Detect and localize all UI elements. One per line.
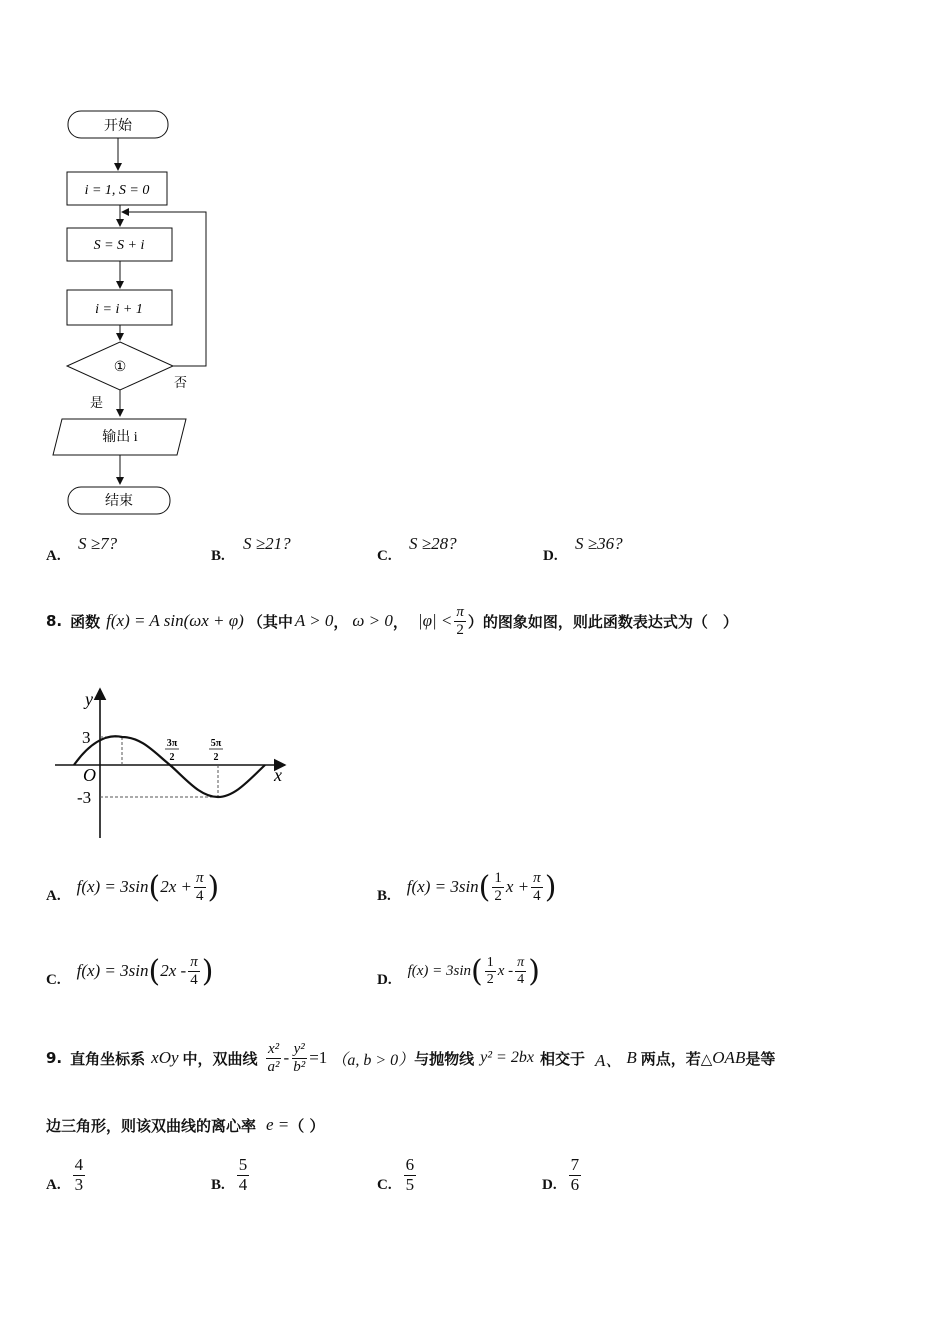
q9-option-d[interactable]: D. $\frac{7}{6}$	[542, 1154, 580, 1194]
flow-init	[67, 172, 167, 205]
svg-text:结束: 结束	[105, 494, 133, 509]
svg-text:S = S + i: S = S + i	[93, 238, 145, 253]
q9-option-a[interactable]: A. $\frac{4}{3}$	[46, 1154, 84, 1194]
svg-text:①: ①	[113, 360, 127, 375]
q9-stem-line2: 边三角形，则该双曲线的离心率 e = （ ）	[46, 1115, 325, 1135]
svg-text:开始: 开始	[104, 119, 132, 134]
y-axis-label: y	[85, 689, 93, 709]
q8-stem: 8. 函数 f(x) = A sin(ωx + φ) （其中 A > 0 ， ω > 0 ， |φ| < $\frac{\pi}{2}$ ）的图象如图，则此函数表达式为（ ）	[46, 604, 738, 638]
flowchart	[40, 100, 240, 525]
tick-5pi-2-den: 2	[213, 752, 219, 763]
q7-options: A. S ≥7? B. S ≥21? C. S ≥28? D. S ≥36?	[46, 534, 623, 564]
svg-text:输出 i: 输出 i	[102, 430, 138, 445]
flow-step-inc	[67, 290, 172, 325]
q8-option-b[interactable]: B. f(x) = 3sin ( $\frac{1}{2}$ x + $\frac{\pi}{4}$ )	[377, 869, 557, 905]
origin-label: O	[83, 765, 96, 785]
flow-output	[53, 419, 186, 455]
q8-option-c[interactable]: C. f(x) = 3sin ( 2x - $\frac{\pi}{4}$ )	[46, 953, 214, 989]
flow-condition	[67, 342, 173, 390]
q8-graph	[50, 683, 295, 843]
tick-5pi-2-num: 5π	[210, 738, 222, 749]
q9-option-b[interactable]: B. $\frac{5}{4}$	[211, 1154, 248, 1194]
y-max-label: 3	[82, 728, 91, 747]
x-axis-label: x	[274, 765, 282, 785]
tick-3pi-2-num: 3π	[166, 738, 178, 749]
q8-number: 8.	[46, 612, 63, 630]
svg-text:i = i + 1: i = i + 1	[95, 302, 143, 317]
q8-option-d[interactable]: D. f(x) = 3sin ( $\frac{1}{2}$ x - $\frac{\pi}{4}$ )	[377, 953, 540, 989]
flow-start	[68, 111, 168, 138]
q9-stem-line1: 9. 直角坐标系 xOy 中，双曲线 $\frac{\text{x²}}{\text{a²}}$ - $\frac{\text{y²}}{\text{b²}}$ =1 （a, b > 0） 与抛物线 y² = 2bx 相交于 A、 B 两点，若△ OAB 是等	[46, 1041, 776, 1075]
flow-no-label: 否	[174, 375, 188, 390]
flow-end	[68, 487, 170, 514]
tick-3pi-2-den: 2	[169, 752, 175, 763]
q9-number: 9.	[46, 1049, 63, 1067]
q8-option-a[interactable]: A. f(x) = 3sin ( 2x + $\frac{\pi}{4}$ )	[46, 869, 220, 905]
flow-yes-label: 是	[90, 395, 104, 410]
q9-option-c[interactable]: C. $\frac{6}{5}$	[377, 1154, 415, 1194]
flow-step-sum	[67, 228, 172, 261]
svg-text:i = 1, S = 0: i = 1, S = 0	[84, 183, 150, 198]
y-min-label: -3	[77, 788, 92, 807]
q8-function: f(x) = A sin(ωx + φ)	[106, 611, 244, 630]
